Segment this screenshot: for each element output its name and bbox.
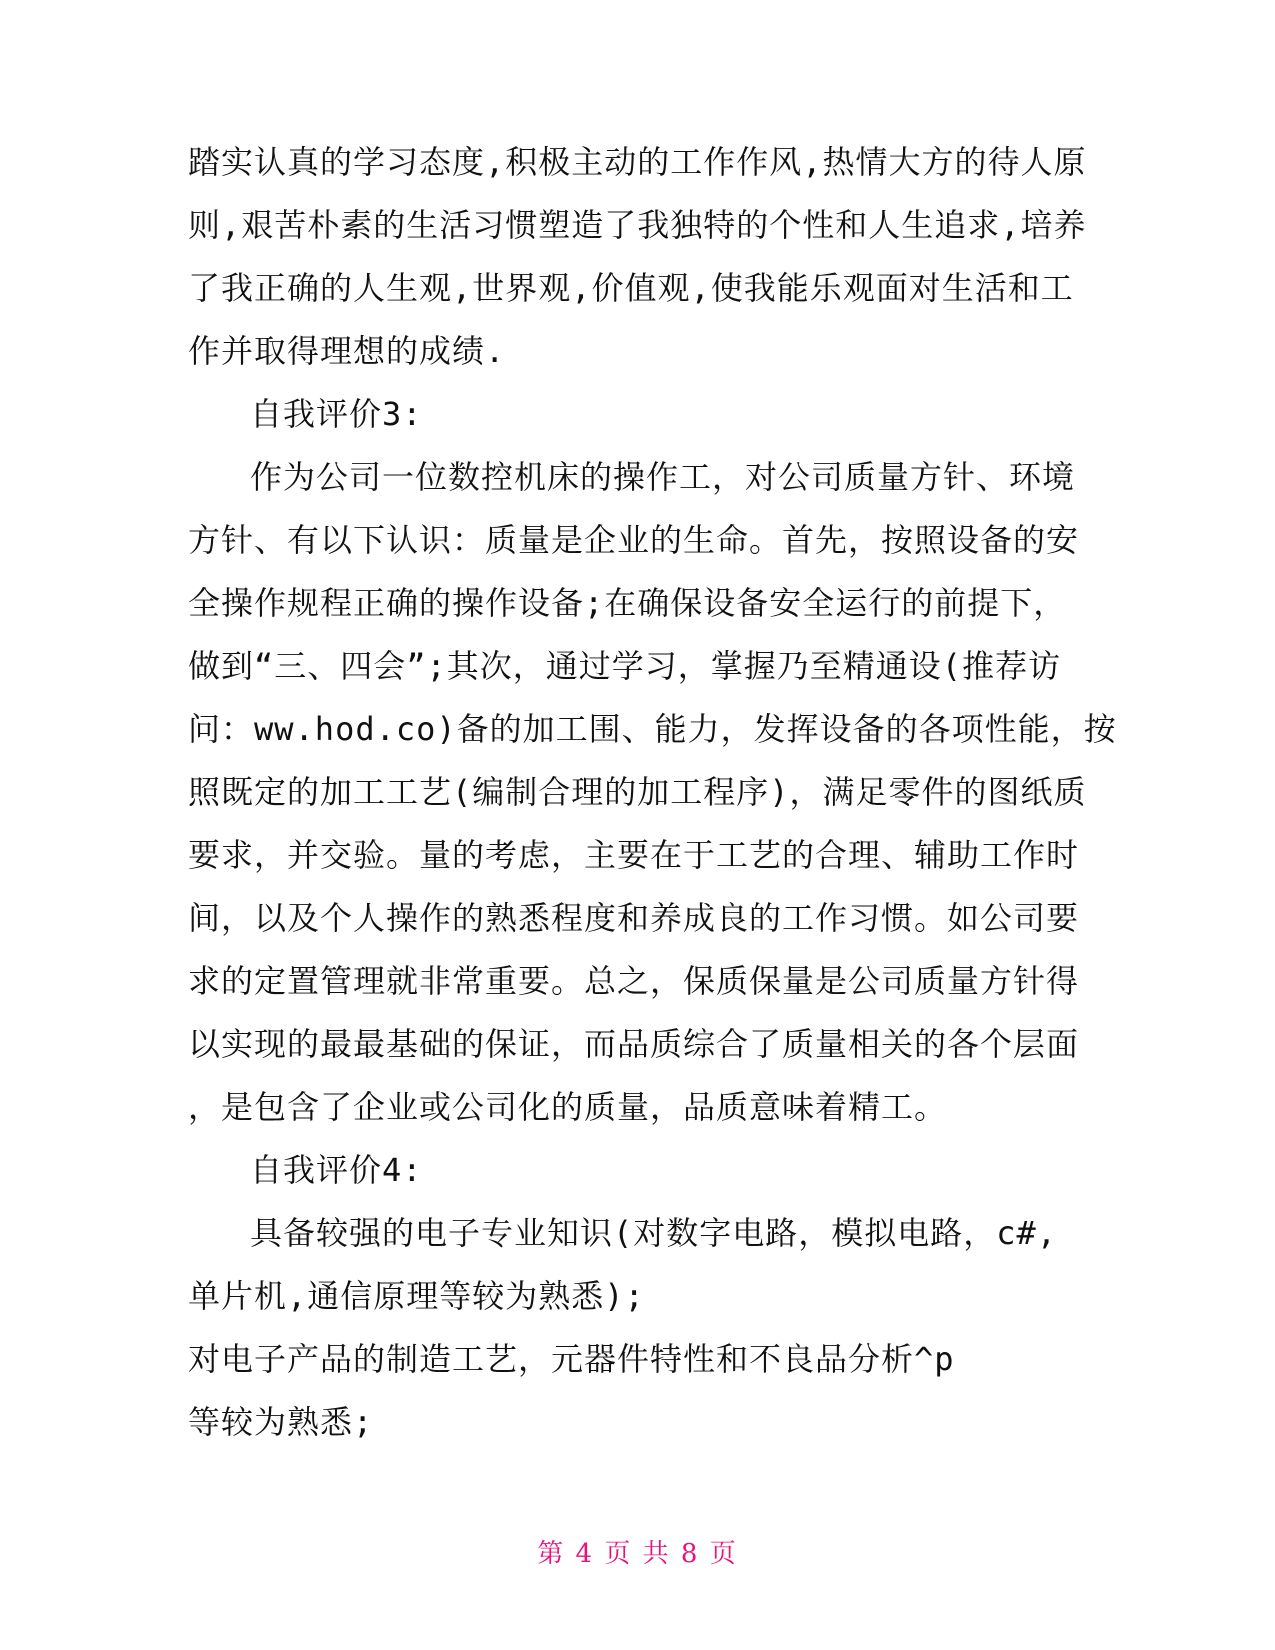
paragraph-line: 等较为熟悉;	[188, 1403, 374, 1441]
section-heading: 自我评价4:	[250, 1151, 423, 1189]
paragraph-line: 问：ww.hod.co)备的加工围、能力，发挥设备的各项性能，按	[188, 710, 1117, 748]
paragraph-line: 作为公司一位数控机床的操作工，对公司质量方针、环境	[250, 458, 1076, 496]
page-number-footer: 第 4 页 共 8 页	[537, 1539, 738, 1569]
paragraph-line: ，是包含了企业或公司化的质量，品质意味着精工。	[188, 1088, 948, 1126]
paragraph-line: 则,艰苦朴素的生活习惯塑造了我独特的个性和人生追求,培养	[188, 206, 1087, 244]
paragraph-line: 要求，并交验。量的考虑，主要在于工艺的合理、辅助工作时	[188, 836, 1080, 874]
paragraph-line: 单片机,通信原理等较为熟悉);	[188, 1277, 645, 1315]
paragraph-line: 了我正确的人生观,世界观,价值观,使我能乐观面对生活和工	[188, 269, 1074, 307]
paragraph-line: 以实现的最最基础的保证，而品质综合了质量相关的各个层面	[188, 1025, 1080, 1063]
paragraph-line: 具备较强的电子专业知识(对数字电路，模拟电路，c#,	[250, 1214, 1058, 1252]
section-heading: 自我评价3:	[250, 395, 423, 433]
paragraph-line: 方针、有以下认识：质量是企业的生命。首先，按照设备的安	[188, 521, 1080, 559]
paragraph-line: 踏实认真的学习态度,积极主动的工作作风,热情大方的待人原	[188, 143, 1087, 181]
paragraph-line: 照既定的加工工艺(编制合理的加工程序)，满足零件的图纸质	[188, 773, 1087, 811]
paragraph-line: 全操作规程正确的操作设备;在确保设备安全运行的前提下，	[188, 584, 1067, 622]
paragraph-line: 间，以及个人操作的熟悉程度和养成良的工作习惯。如公司要	[188, 899, 1080, 937]
paragraph-line: 作并取得理想的成绩.	[188, 332, 506, 370]
paragraph-line: 对电子产品的制造工艺，元器件特性和不良品分析^p	[188, 1340, 955, 1378]
paragraph-line: 做到“三、四会”;其次，通过学习，掌握乃至精通设(推荐访	[188, 647, 1062, 685]
paragraph-line: 求的定置管理就非常重要。总之，保质保量是公司质量方针得	[188, 962, 1080, 1000]
